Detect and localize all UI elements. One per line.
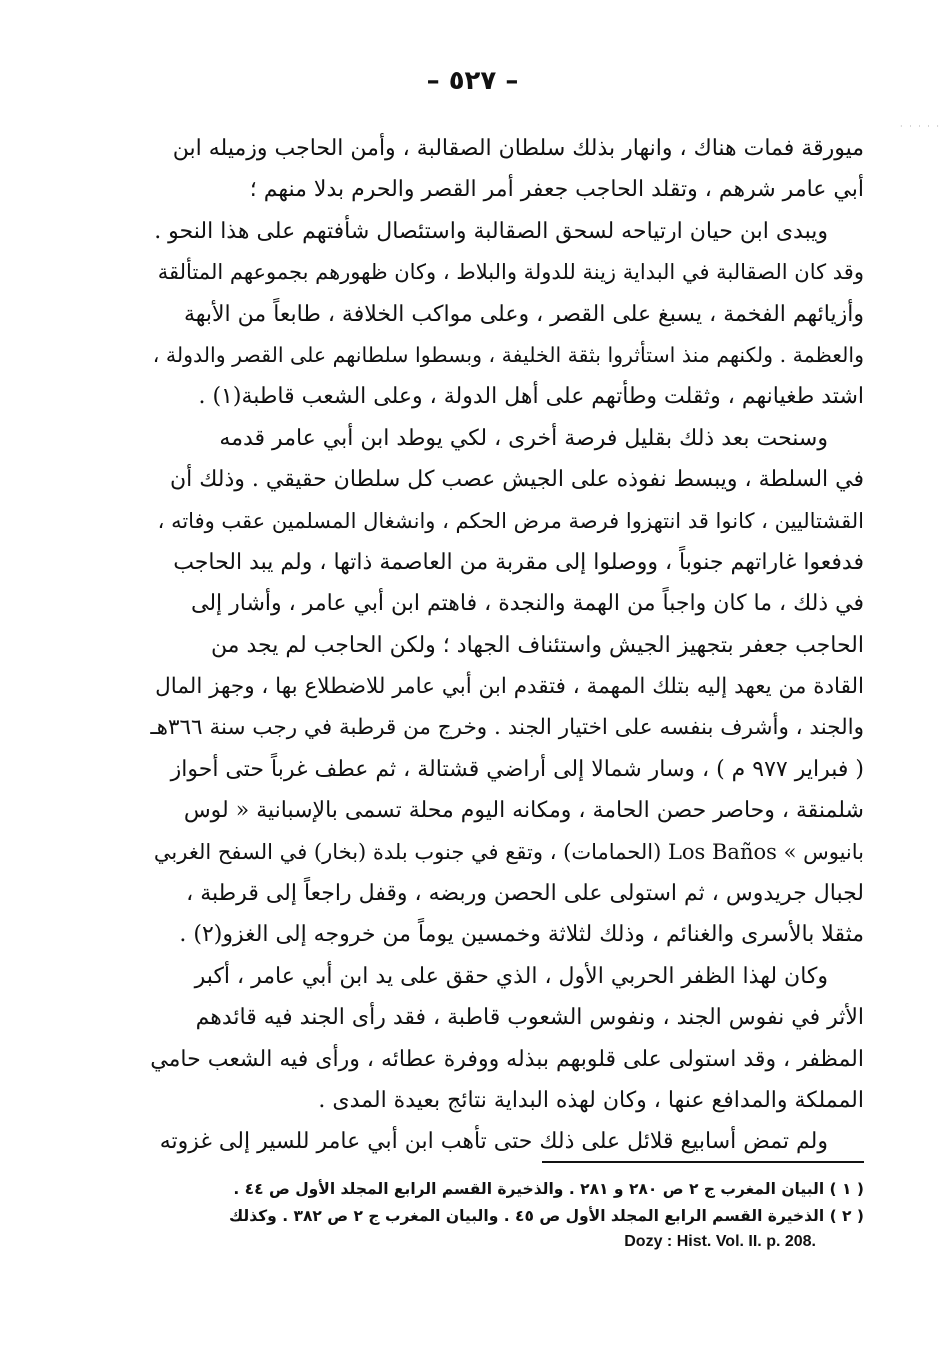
text-line: وكان لهذا الظفر الحربي الأول ، الذي حقق على يد ابن أبي عامر ، أكبر <box>194 963 828 989</box>
footnote-latin-reference: Dozy : Hist. Vol. II. p. 208. <box>624 1233 816 1250</box>
text-line: والجند ، وأشرف بنفسه على اختيار الجند . وخرج من قرطبة في رجب سنة ٣٦٦هـ <box>150 715 864 741</box>
text-line: المظفر ، وقد استولى على قلوبهم ببذله ووفرة عطائه ، ورأى فيه الشعب حامي <box>150 1046 864 1072</box>
text-line: الحاجب جعفر بتجهيز الجيش واستئناف الجهاد ؛ ولكن الحاجب لم يجد من <box>210 632 864 658</box>
text-line: المملكة والمدافع عنها ، وكان لهذه البداية نتائج بعيدة المدى . <box>318 1087 864 1113</box>
footnote-separator <box>542 1161 864 1163</box>
text-line: ولم تمض أسابيع قلائل على ذلك حتى تأهب ابن أبي عامر للسير إلى غزوته <box>159 1129 828 1155</box>
body-text <box>148 128 864 1163</box>
text-line: شلمنقة ، وحاصر حصن الحامة ، ومكانه اليوم محلة تسمى بالإسبانية « لوس <box>183 798 864 824</box>
text-line: أبي عامر شرهم ، وتقلد الحاجب جعفر أمر القصر والحرم بدلا منهم ؛ <box>249 177 864 203</box>
text-line: وأزيائهم الفخمة ، يسبغ على القصر ، وعلى مواكب الخلافة ، طابعاً من الأبهة <box>183 301 864 327</box>
text-line: في ذلك ، ما كان واجباً من الهمة والنجدة ، فاهتم ابن أبي عامر ، وأشار إلى <box>191 591 864 617</box>
margin-dots: · · · · · <box>900 122 941 131</box>
text-line: ( فبراير ٩٧٧ م ) ، وسار شمالا إلى أراضي قشتالة ، ثم عطف غرباً حتى أحواز <box>170 756 864 782</box>
text-line: الأثر في نفوس الجند ، ونفوس الشعوب قاطبة ، فقد رأى الجند فيه قائدهم <box>195 1005 864 1031</box>
text-line: والعظمة . ولكنهم منذ استأثروا بثقة الخليفة ، وبسطوا سلطانهم على القصر والدولة ، <box>152 342 864 367</box>
text-line: وقد كان الصقالبة في البداية زينة للدولة والبلاط ، وكان ظهورهم بجموعهم المتألقة <box>157 260 864 285</box>
text-line: القادة من يعهد إليه بتلك المهمة ، فتقدم ابن أبي عامر للاضطلاع بها ، وجهز المال <box>155 674 864 700</box>
text-line: اشتد طغيانهم ، وثقلت وطأتهم على أهل الدولة ، وعلى الشعب قاطبة(١) . <box>198 384 864 410</box>
footnotes <box>148 1176 864 1254</box>
text-line: في السلطة ، ويبسط نفوذه على الجيش عصب كل سلطان حقيقي . وذلك أن <box>169 467 864 493</box>
text-line: وسنحت بعد ذلك بقليل فرصة أخرى ، لكي يوطد ابن أبي عامر قدمه <box>219 425 828 451</box>
text-line: ويبدى ابن حيان ارتياحه لسحق الصقالبة واستئصال شأفتهم على هذا النحو . <box>154 218 828 244</box>
text-line: ميورقة فمات هناك ، وانهار بذلك سلطان الصقالبة ، وأمن الحاجب وزميله ابن <box>172 136 864 161</box>
footnote-1: ( ١ ) البيان المغرب ج ٢ ص ٢٨٠ و ٢٨١ . والذخيرة القسم الرابع المجلد الأول ص ٤٤ . <box>233 1180 864 1198</box>
page-number: – ٥٢٧ – <box>426 66 519 96</box>
text-line: بانيوس » Los Baños (الحمامات) ، وتقع في جنوب بلدة (بخار) في السفح الغربي <box>153 839 864 864</box>
text-line: فدفعوا غاراتهم جنوباً ، ووصلوا إلى مقربة من العاصمة ذاتها ، ولم يبد الحاجب <box>173 549 864 575</box>
text-line: القشتاليين ، كانوا قد انتهزوا فرصة مرض الحكم ، وانشغال المسلمين عقب وفاته ، <box>157 508 864 533</box>
footnote-2: ( ٢ ) الذخيرة القسم الرابع المجلد الأول ص ٤٥ . والبيان المغرب ج ٢ ص ٣٨٢ . وكذلك <box>228 1207 864 1225</box>
text-line: مثقلا بالأسرى والغنائم ، وذلك لثلاثة وخمسين يوماً من خروجه إلى الغزو(٢) . <box>179 922 864 948</box>
text-line: لجبال جريدوس ، ثم استولى على الحصن وربضه ، وقفل راجعاً إلى قرطبة ، <box>186 881 864 907</box>
